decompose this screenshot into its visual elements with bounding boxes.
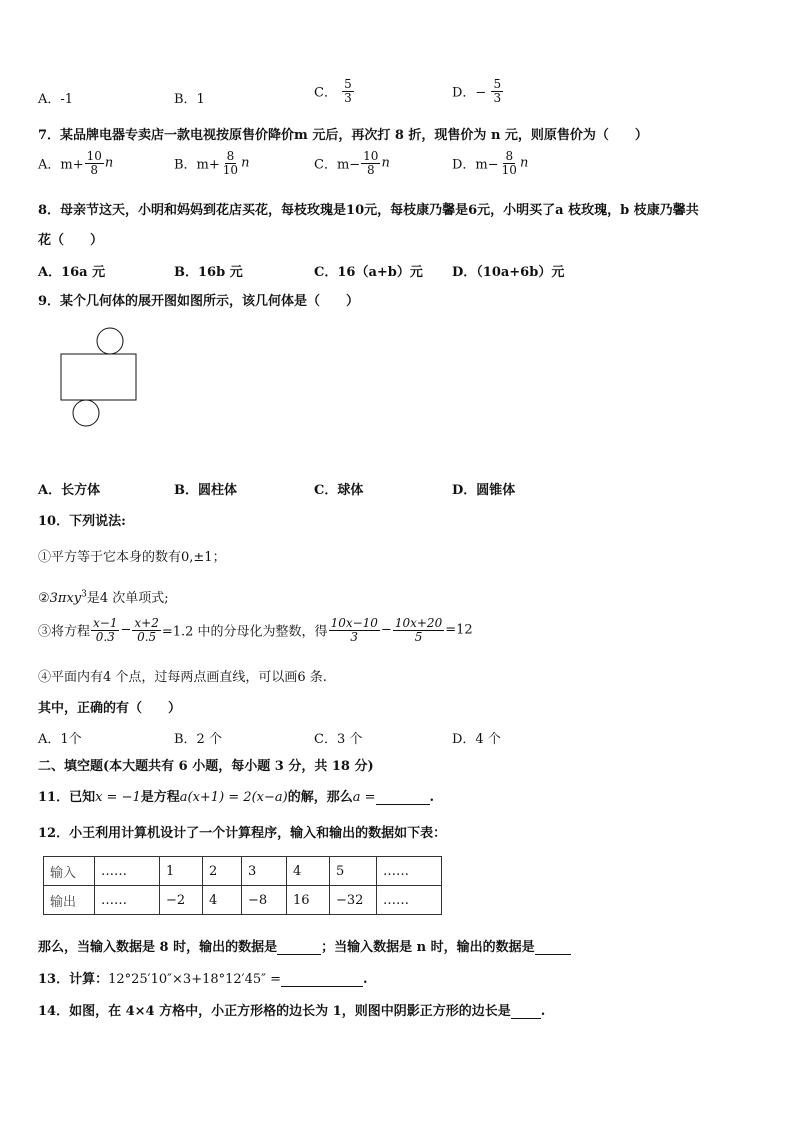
variable-n: n [381, 155, 390, 171]
table-cell: …… [95, 857, 160, 886]
q10-statement-4: ④平面内有4 个点，过每两点画直线，可以画6 条. [38, 670, 327, 685]
denominator: 3 [493, 90, 502, 105]
statement-text: ③将方程 [38, 624, 91, 640]
q13 [38, 968, 368, 987]
q7-option-b [174, 150, 249, 176]
numerator: 10x−10 [330, 616, 378, 630]
variable-n: n [104, 155, 114, 171]
q7-option-a [38, 150, 113, 176]
statement-text: 是4 次单项式; [86, 591, 169, 606]
table-cell: 输出 [44, 886, 95, 915]
math-expr: 12°25′10″×3+18°12′45″ = [108, 972, 282, 987]
q10-statement-2 [38, 587, 169, 606]
table-cell: 4 [287, 857, 330, 886]
denominator: 3 [344, 90, 352, 105]
variable-n: n [241, 155, 250, 171]
q8-option-b: B．16b 元 [174, 265, 243, 280]
q9-option-a: A．长方体 [38, 483, 101, 498]
table-cell: 4 [203, 886, 242, 915]
question-number: 13．计算： [38, 972, 109, 987]
fraction [361, 150, 380, 176]
answer-blank[interactable] [511, 1018, 541, 1019]
fraction [342, 78, 354, 104]
table-row [44, 886, 442, 915]
exponent: 3 [81, 589, 87, 600]
numerator: x−1 [93, 616, 118, 630]
q11 [38, 786, 434, 805]
numerator: 10x+20 [394, 616, 443, 630]
option-letter: C． [314, 85, 337, 101]
q6-option-b: B．1 [174, 92, 205, 107]
table-cell: 16 [287, 886, 330, 915]
circled-number: ② [38, 591, 50, 606]
q9-option-b: B．圆柱体 [174, 483, 237, 498]
period: . [429, 790, 435, 805]
table-cell: 3 [242, 857, 287, 886]
math-expr: a = [352, 790, 376, 805]
denominator: 10 [222, 162, 239, 177]
question-number: 11．已知 [38, 790, 96, 805]
table-row [44, 857, 442, 886]
denominator: 8 [90, 162, 99, 177]
q10-question: 其中，正确的有（ ） [38, 701, 182, 716]
denominator: 10 [501, 162, 517, 177]
answer-blank[interactable] [281, 986, 363, 987]
fraction [500, 150, 519, 176]
section-heading: 二、填空题(本大题共有 6 小题，每小题 3 分，共 18 分) [38, 759, 374, 774]
denominator: 8 [366, 162, 375, 177]
table-cell: …… [377, 886, 442, 915]
denominator: 3 [350, 629, 359, 644]
question-text: 的解，那么 [287, 790, 353, 805]
q10-statement-1: ①平方等于它本身的数有0,±1； [38, 550, 226, 565]
q9-option-c: C．球体 [314, 483, 364, 498]
numerator: x+2 [134, 616, 159, 630]
option-letter: D．m− [452, 157, 499, 173]
denominator: 5 [414, 629, 423, 644]
fraction [221, 150, 240, 176]
fraction [85, 150, 104, 176]
answer-blank-2[interactable] [535, 954, 571, 955]
table-cell: 5 [330, 857, 377, 886]
numerator: 10 [86, 149, 102, 163]
table-cell: …… [377, 857, 442, 886]
bottom-circle [73, 400, 99, 426]
minus-sign: − [380, 622, 392, 638]
numerator: 5 [344, 77, 352, 91]
minus-sign: − [120, 622, 132, 638]
table-cell: …… [95, 886, 160, 915]
option-letter: B．m+ [174, 157, 220, 173]
right-hand-side: =12 [445, 622, 473, 638]
q8-stem-line2: 花（ ） [38, 233, 104, 248]
answer-blank-1[interactable] [277, 954, 321, 955]
table-cell: 输入 [44, 857, 95, 886]
option-letter: C．m− [314, 157, 361, 173]
q12-stem: 12．小王利用计算机设计了一个计算程序，输入和输出的数据如下表： [38, 826, 447, 841]
q6-option-d [452, 78, 504, 104]
numerator: 8 [226, 149, 235, 163]
table-cell: 2 [203, 857, 242, 886]
q8-stem-line1: 8．母亲节这天，小明和妈妈到花店买花，每枝玫瑰是10元，每枝康乃馨是6元，小明买了a 枝玫瑰，b 枝康乃馨共 [38, 203, 699, 218]
cylinder-net-figure [55, 325, 145, 430]
statement-text: =1.2 中的分母化为整数，得 [161, 624, 328, 640]
q10-statement-3 [38, 617, 473, 643]
q8-option-c: C．16（a+b）元 [314, 265, 423, 280]
q7-stem: 7．某品牌电器专卖店一款电视按原售价降价m 元后，再次打 8 折，现售价为 n 元，则原售价为（ ） [38, 128, 648, 143]
table-cell: −32 [330, 886, 377, 915]
answer-blank[interactable] [376, 804, 430, 805]
numerator: 10 [363, 149, 379, 163]
table-cell: 1 [160, 857, 203, 886]
table-cell: −8 [242, 886, 287, 915]
denominator: 0.3 [95, 629, 115, 644]
table-cell: −2 [160, 886, 203, 915]
q10-option-a: A．1个 [38, 732, 82, 747]
question-text: 14．如图，在 4×4 方格中，小正方形格的边长为 1，则图中阴影正方形的边长是 [38, 1004, 511, 1019]
q14 [38, 1000, 545, 1019]
math-expr: x = −1 [95, 790, 141, 805]
q9-option-d: D．圆锥体 [452, 483, 516, 498]
variable-n: n [519, 155, 529, 171]
q8-option-d: D．（10a+6b）元 [452, 265, 565, 280]
fraction [132, 617, 160, 643]
fraction [393, 617, 444, 643]
fraction [91, 617, 119, 643]
q10-stem: 10．下列说法: [38, 514, 126, 529]
net-rectangle [61, 354, 136, 400]
option-letter: D．− [452, 85, 487, 101]
q12-followup [38, 936, 571, 955]
question-text: ；当输入数据是 n 时，输出的数据是 [321, 940, 535, 955]
equation: a(x+1) = 2(x−a) [179, 790, 288, 805]
option-letter: A．m+ [38, 157, 84, 173]
monomial: 3πxy [49, 591, 82, 606]
fraction [329, 617, 380, 643]
period: . [363, 972, 368, 987]
q10-option-d: D．4 个 [452, 732, 501, 747]
fraction [491, 78, 503, 104]
q10-option-b: B．2 个 [174, 732, 222, 747]
denominator: 0.5 [137, 629, 157, 644]
q7-option-d [452, 150, 528, 176]
q10-option-c: C．3 个 [314, 732, 363, 747]
question-text: 那么，当输入数据是 8 时，输出的数据是 [38, 940, 278, 955]
q9-stem: 9．某个几何体的展开图如图所示，该几何体是（ ） [38, 294, 360, 309]
top-circle [97, 328, 123, 354]
q6-option-a: A．-1 [38, 92, 74, 107]
period: . [540, 1004, 546, 1019]
numerator: 5 [493, 77, 502, 91]
io-table [43, 856, 442, 915]
question-text: 是方程 [140, 790, 180, 805]
q7-option-c [314, 150, 390, 176]
numerator: 8 [505, 149, 514, 163]
q6-option-c [314, 78, 355, 104]
q8-option-a: A．16a 元 [38, 265, 106, 280]
